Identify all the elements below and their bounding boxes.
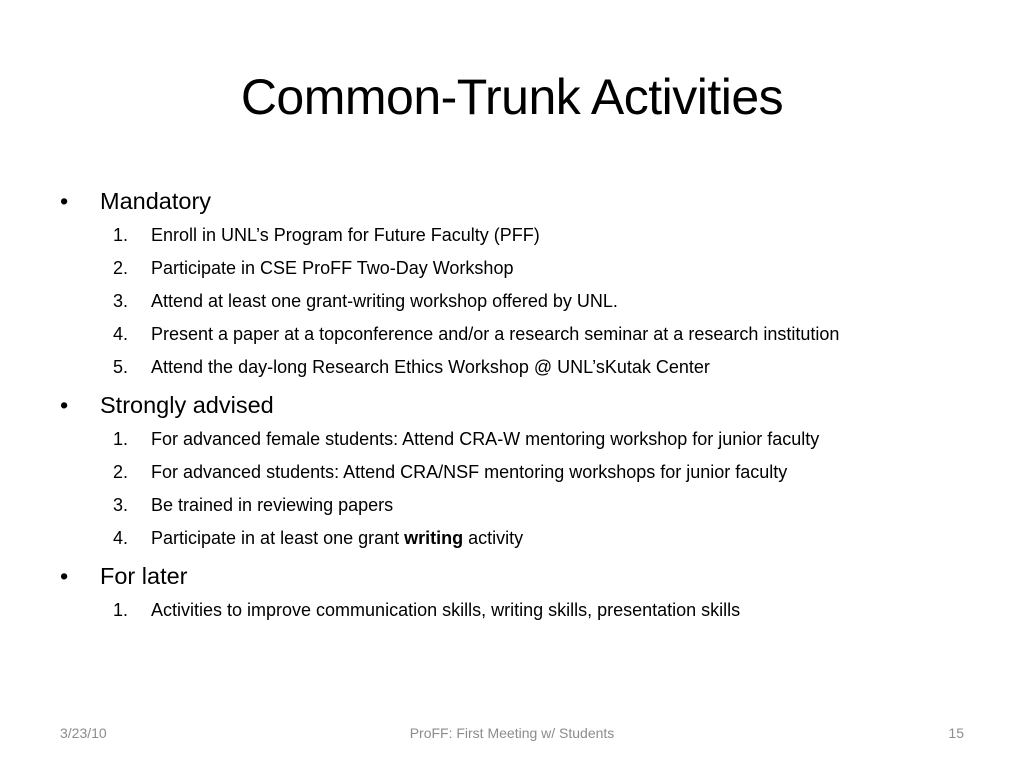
slide-title: Common-Trunk Activities [240, 69, 784, 125]
section-heading: For later [100, 563, 188, 589]
list-number: 3. [113, 495, 129, 515]
list-item-text: For advanced students: Attend CRA/NSF mentoring workshops for junior faculty [151, 462, 788, 482]
numbered-list [60, 423, 980, 555]
list-number: 4. [113, 528, 129, 548]
list-item [60, 252, 980, 285]
list-item [60, 456, 980, 489]
footer-page-number: 15 [948, 725, 964, 741]
list-item [60, 489, 980, 522]
list-number: 2. [113, 462, 129, 482]
list-number: 4. [113, 324, 129, 344]
list-number: 1. [113, 600, 129, 620]
list-item-text: Attend at least one grant-writing workshop offered by UNL. [151, 291, 618, 311]
numbered-list [60, 594, 980, 627]
bullet-icon: • [60, 392, 69, 418]
list-item [60, 219, 980, 252]
section-heading: Strongly advised [100, 392, 274, 418]
list-item-text: Attend the day-long Research Ethics Workshop @ UNL’sKutak Center [151, 357, 710, 377]
bullet-icon: • [60, 188, 69, 214]
list-item [60, 594, 980, 627]
list-item [60, 423, 980, 456]
list-item-text-after: activity [463, 528, 524, 548]
slide-content [60, 185, 980, 632]
list-item-text: Be trained in reviewing papers [151, 495, 394, 515]
list-item-text-bold: writing [404, 528, 464, 548]
footer-title: ProFF: First Meeting w/ Students [409, 725, 615, 741]
bullet-item-strongly-advised [60, 389, 980, 422]
list-item [60, 318, 980, 351]
list-item [60, 351, 980, 384]
section-mandatory [60, 185, 980, 384]
list-item [60, 285, 980, 318]
bullet-icon: • [60, 563, 69, 589]
list-number: 1. [113, 225, 129, 245]
bullet-item-for-later [60, 560, 980, 593]
numbered-list [60, 219, 980, 384]
list-item-text: Enroll in UNL’s Program for Future Faculty (PFF) [151, 225, 540, 245]
list-number: 3. [113, 291, 129, 311]
list-number: 5. [113, 357, 129, 377]
section-for-later [60, 560, 980, 627]
list-number: 2. [113, 258, 129, 278]
list-item [60, 522, 980, 555]
section-heading: Mandatory [100, 188, 212, 214]
list-item-text: Participate in CSE ProFF Two-Day Workshop [151, 258, 514, 278]
bullet-item-mandatory [60, 185, 980, 218]
list-number: 1. [113, 429, 129, 449]
footer-date: 3/23/10 [60, 725, 107, 741]
section-strongly-advised [60, 389, 980, 555]
list-item-text: Present a paper at a topconference and/or a research seminar at a research institution [151, 324, 840, 344]
list-item-text: For advanced female students: Attend CRA-W mentoring workshop for junior faculty [151, 429, 820, 449]
list-item-text: Activities to improve communication skills, writing skills, presentation skills [151, 600, 741, 620]
list-item-text-before: Participate in at least one grant [151, 528, 405, 548]
